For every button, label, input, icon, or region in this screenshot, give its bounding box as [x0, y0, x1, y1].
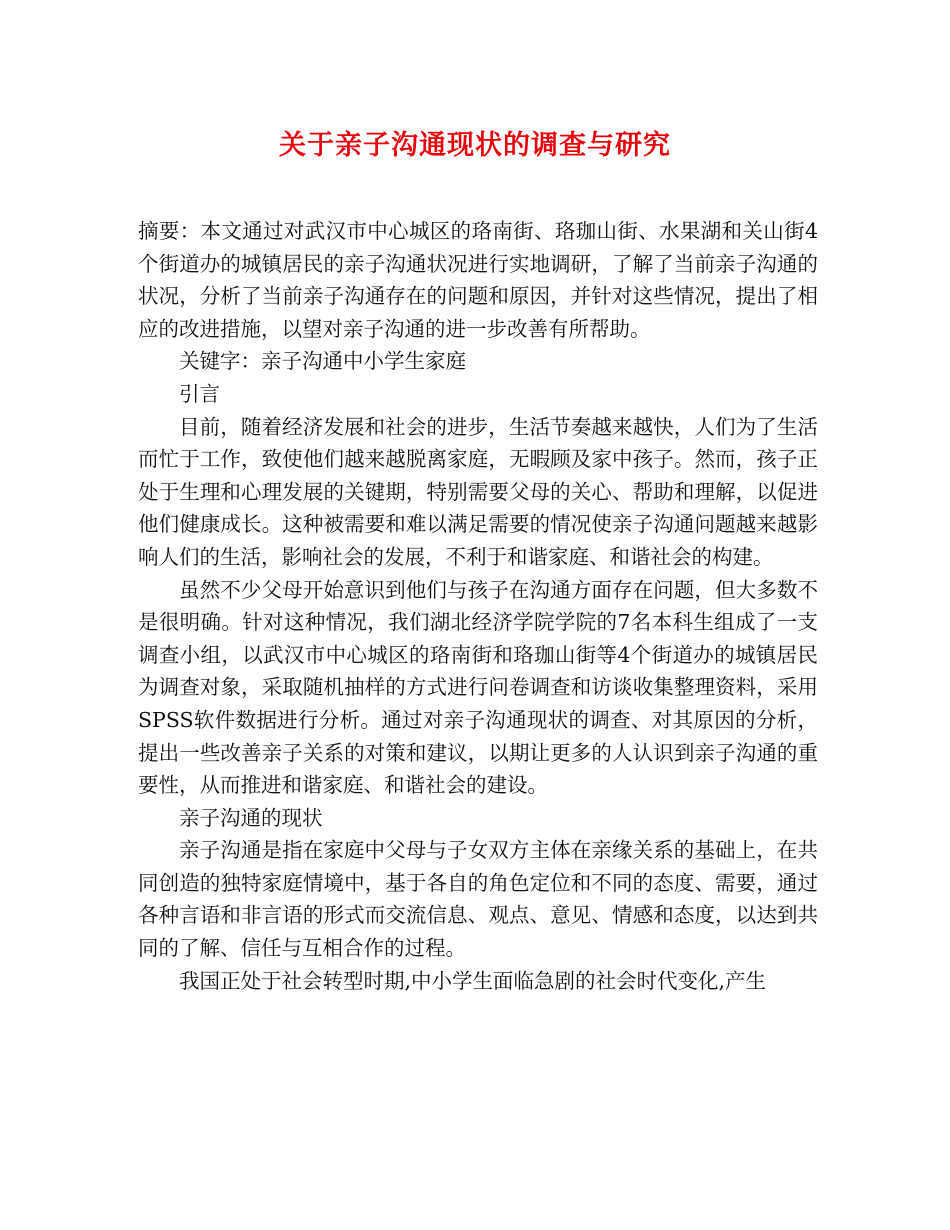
document-body [138, 215, 818, 997]
keywords-paragraph: 关键字：亲子沟通中小学生家庭 [179, 349, 466, 374]
body-paragraph: 目前，随着经济发展和社会的进步，生活节奏越来越快，人们为了生活而忙于工作，致使他们越来越脱离家庭，无暇顾及家中孩子。然而，孩子正处于生理和心理发展的关键期，特别需要父母的关心、帮助和理解，以促进他们健康成长。这种被需要和难以满足需要的情况使亲子沟通问题越来越影响人们的生活，影响社会的发展，不利于和谐家庭、和谐社会的构建。 [138, 414, 818, 569]
body-paragraph: 亲子沟通是指在家庭中父母与子女双方主体在亲缘关系的基础上，在共同创造的独特家庭情境中，基于各自的角色定位和不同的态度、需要，通过各种言语和非言语的形式而交流信息、观点、意见、情感和态度，以达到共同的了解、信任与互相合作的过程。 [138, 838, 818, 961]
body-paragraph: 我国正处于社会转型时期,中小学生面临急剧的社会时代变化,产生 [179, 968, 767, 993]
body-paragraph: 虽然不少父母开始意识到他们与孩子在沟通方面存在问题，但大多数不是很明确。针对这种情况，我们湖北经济学院学院的7名本科生组成了一支调查小组，以武汉市中心城区的珞南街和珞珈山街等4个街道办的城镇居民为调查对象，采取随机抽样的方式进行问卷调查和访谈收集整理资料，采用SPSS软件数据进行分析。通过对亲子沟通现状的调查、对其原因的分析，提出一些改善亲子关系的对策和建议，以期让更多的人认识到亲子沟通的重要性，从而推进和谐家庭、和谐社会的建设。 [138, 577, 818, 798]
section-heading-status: 亲子沟通的现状 [179, 805, 323, 830]
abstract-paragraph: 摘要：本文通过对武汉市中心城区的珞南街、珞珈山街、水果湖和关山街4个街道办的城镇居民的亲子沟通状况进行实地调研，了解了当前亲子沟通的状况，分析了当前亲子沟通存在的问题和原因，并针对这些情况，提出了相应的改进措施，以望对亲子沟通的进一步改善有所帮助。 [138, 219, 818, 341]
section-heading-introduction: 引言 [179, 381, 220, 406]
document-title: 关于亲子沟通现状的调查与研究 [279, 130, 671, 161]
